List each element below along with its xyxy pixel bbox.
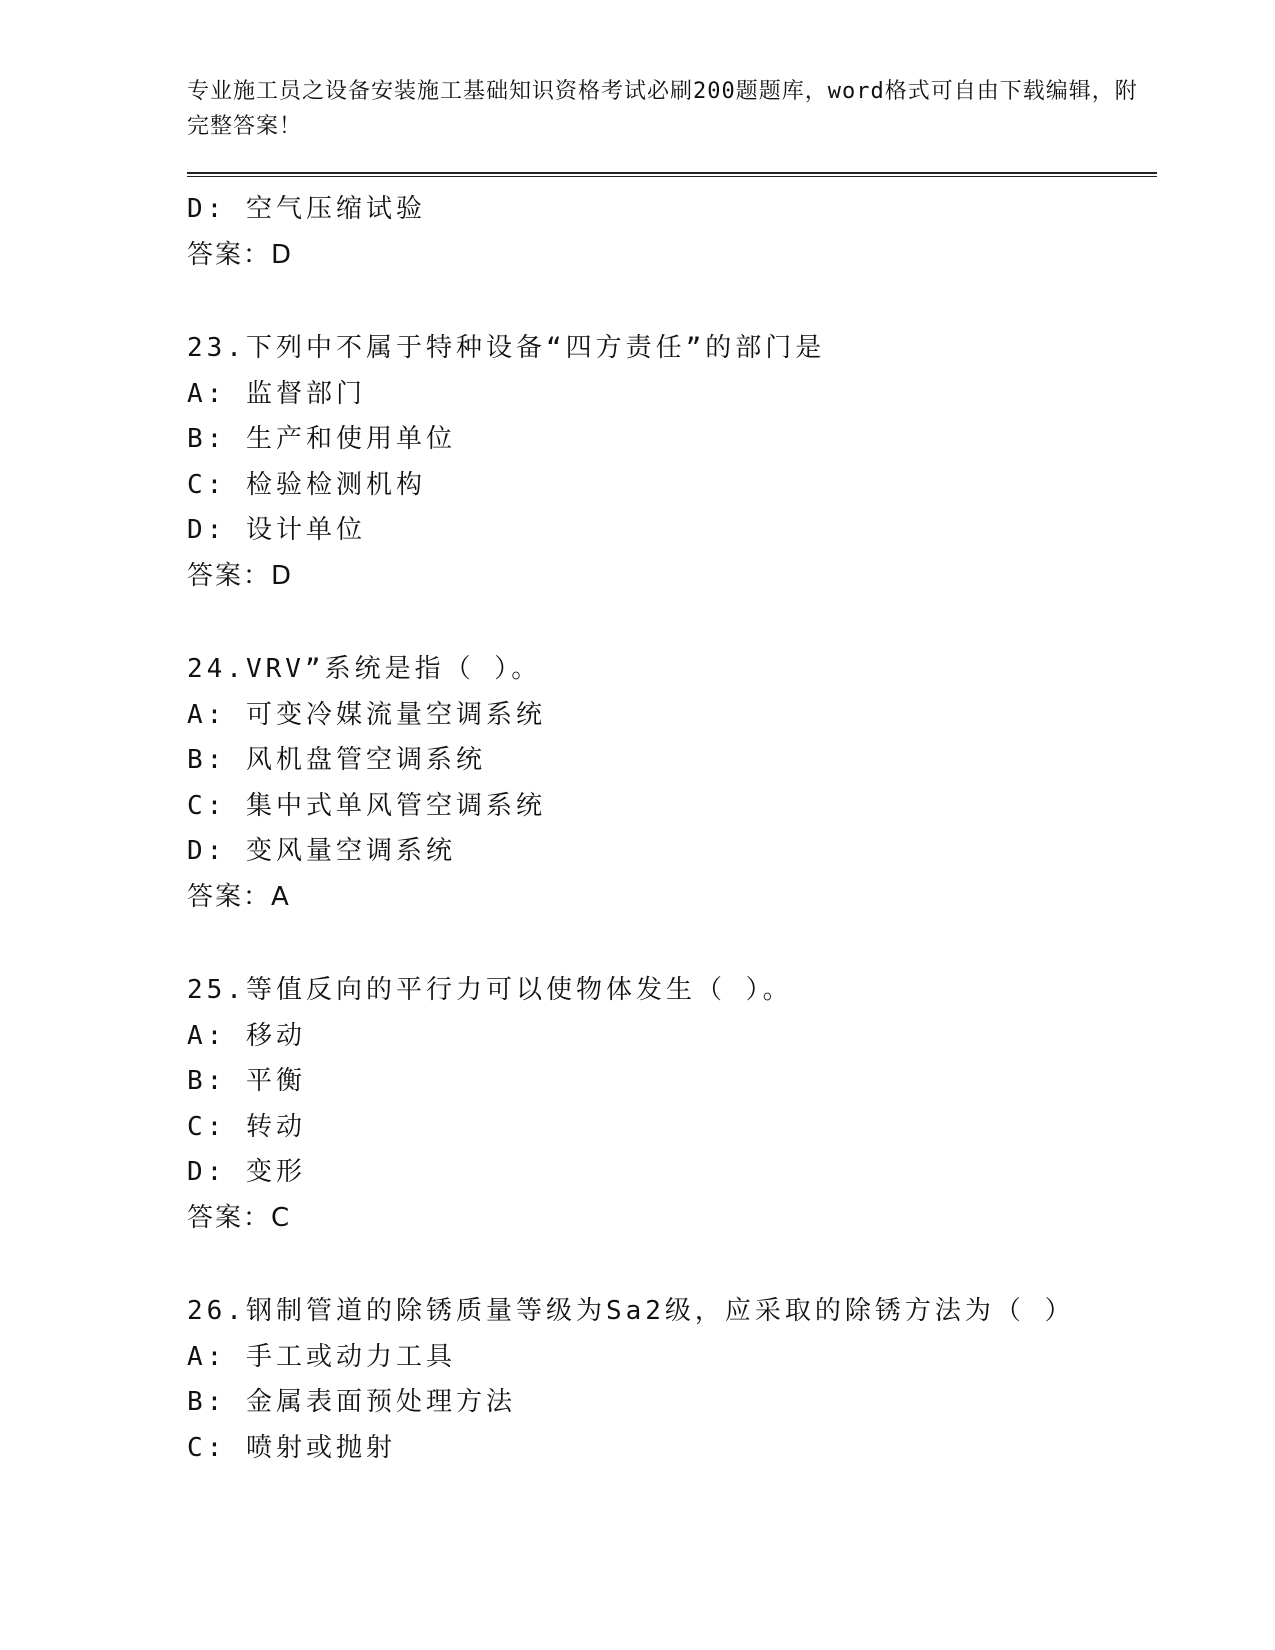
document-page: [187, 74, 1157, 1519]
question-block: [187, 647, 1157, 920]
answer-line: 答案：C: [187, 1202, 292, 1233]
question-stem: 26.钢制管道的除锈质量等级为Sa2级，应采取的除锈方法为（ ）: [187, 1296, 1075, 1326]
option-line: A: 手工或动力工具: [187, 1341, 456, 1372]
option-line: C: 检验检测机构: [187, 469, 426, 500]
option-line: D: 设计单位: [187, 515, 366, 545]
option-line: A: 可变冷媒流量空调系统: [187, 699, 546, 730]
question-block: [187, 326, 1157, 599]
question-block: [187, 1289, 1157, 1471]
option-line: C: 集中式单风管空调系统: [187, 790, 546, 821]
option-line: C: 喷射或抛射: [187, 1432, 396, 1463]
option-line: D: 变形: [187, 1157, 306, 1187]
answer-line: 答案：D: [187, 239, 294, 270]
option-line: C: 转动: [187, 1111, 306, 1142]
question-stem: 24.VRV”系统是指（ ）。: [187, 654, 542, 684]
answer-line: 答案：A: [187, 881, 291, 912]
question-stem: 23.下列中不属于特种设备“四方责任”的部门是: [187, 333, 826, 363]
option-line: A: 监督部门: [187, 378, 366, 409]
answer-line: 答案：D: [187, 560, 294, 591]
document-header-title: 专业施工员之设备安装施工基础知识资格考试必刷200题题库，word格式可自由下载编辑，附完整答案！: [187, 79, 1138, 139]
option-line: A: 移动: [187, 1020, 306, 1051]
option-line: D: 变风量空调系统: [187, 836, 456, 866]
option-line: B: 平衡: [187, 1066, 306, 1096]
option-line: B: 风机盘管空调系统: [187, 745, 486, 775]
carryover-block: [187, 187, 1157, 278]
option-line: D: 空气压缩试验: [187, 194, 426, 224]
option-line: B: 金属表面预处理方法: [187, 1387, 516, 1417]
question-block: [187, 968, 1157, 1241]
option-line: B: 生产和使用单位: [187, 424, 456, 454]
question-list: [187, 187, 1157, 1471]
question-stem: 25.等值反向的平行力可以使物体发生（ ）。: [187, 975, 793, 1005]
header-divider: [187, 172, 1157, 177]
